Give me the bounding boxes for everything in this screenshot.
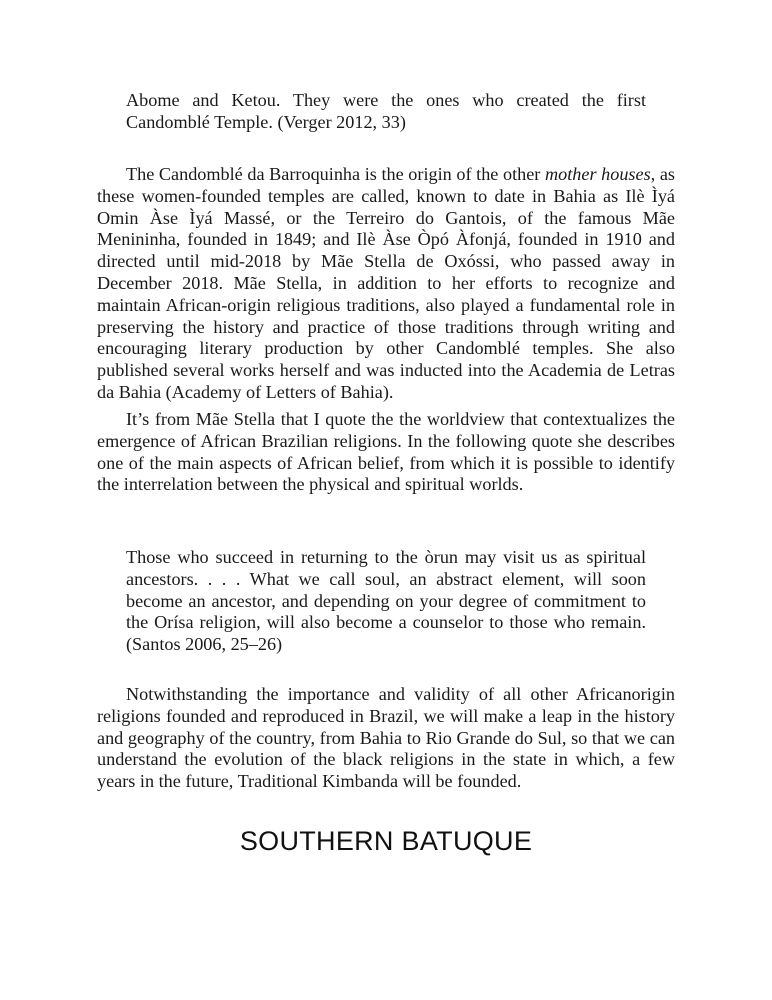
paragraph-barroquinha-rest: as these women-founded temples are called, known to date in Bahia as Ilè Ìyá Omin Àse Ìyá Massé, or the Terreiro do Gantois, of the famous Mãe Menininha, founded in 1849; and Ilè Àse Òpó Àfonjá, founded in 1910 and directed until mid-2018 by Mãe Stella de Oxóssi, who passed away in December 2018. Mãe Stella, in addition to her efforts to recognize and maintain African-origin religious traditions, also played a fundamental role in preserving the history and practice of those traditions through writing and encouraging literary production by other Candomblé temples. She also published several works herself and was inducted into the Academia de Letras da Bahia (Academy of Letters of Bahia). — [97, 164, 675, 402]
block-quote-santos: Those who succeed in returning to the òrun may visit us as spiritual ancestors. . . . What we call soul, an abstract element, will soon become an ancestor, and depending on your degree of commitment to the Orísa religion, will also become a counselor to those who remain. (Santos 2006, 25–26) — [126, 547, 646, 655]
paragraph-barroquinha — [97, 164, 675, 404]
section-heading: SOUTHERN BATUQUE — [239, 826, 533, 856]
paragraph-mae-stella: It’s from Mãe Stella that I quote the the worldview that contextualizes the emergence of African Brazilian religions. In the following quote she describes one of the main aspects of African belief, from which it is possible to identify the interrelation between the physical and spiritual worlds. — [97, 409, 675, 495]
block-quote-verger: Abome and Ketou. They were the ones who created the first Candomblé Temple. (Verger 2012, 33) — [126, 90, 646, 132]
italic-term-mother-houses: mother houses, — [545, 164, 656, 184]
paragraph-rio-grande: Notwithstanding the importance and validity of all other Africanorigin religions founded and reproduced in Brazil, we will make a leap in the history and geography of the country, from Bahia to Rio Grande do Sul, so that we can understand the evolution of the black religions in the state in which, a few years in the future, Traditional Kimbanda will be founded. — [97, 684, 675, 792]
paragraph-barroquinha-start: The Candomblé da Barroquinha is the origin of the other — [126, 164, 545, 184]
